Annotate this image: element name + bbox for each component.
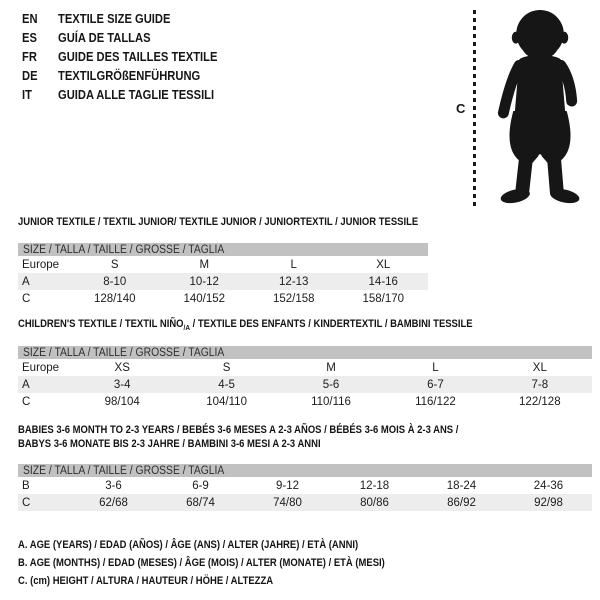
table-cell: XL bbox=[532, 361, 547, 374]
table-row bbox=[18, 393, 592, 410]
table-cell: L bbox=[432, 361, 439, 374]
table-cell: 62/68 bbox=[99, 496, 128, 509]
language-label: GUIDE DES TAILLES TEXTILE bbox=[58, 49, 218, 64]
language-code: DE bbox=[22, 68, 38, 83]
table-cell: 6-9 bbox=[192, 479, 209, 492]
row-label: A bbox=[22, 275, 30, 288]
table-cell: 86/92 bbox=[447, 496, 476, 509]
babies-size-table bbox=[18, 464, 592, 511]
table-cell: 9-12 bbox=[275, 479, 300, 492]
language-title-block bbox=[22, 9, 243, 104]
table-cell: S bbox=[222, 361, 231, 374]
row-label: B bbox=[22, 479, 30, 492]
table-cell: XS bbox=[114, 361, 130, 374]
table-size-header: SIZE / TALLA / TAILLE / GRÖSSE / TAGLIA bbox=[18, 243, 428, 256]
table-cell: 128/140 bbox=[93, 292, 136, 305]
language-row bbox=[22, 85, 243, 104]
table-cell: 6-7 bbox=[427, 378, 444, 391]
height-measure-label: C bbox=[456, 101, 466, 116]
note-line-c: C. (cm) HEIGHT / ALTURA / HAUTEUR / HÖHE / ALTEZZA bbox=[18, 575, 274, 587]
language-row bbox=[22, 47, 243, 66]
babies-title-line1: BABIES 3-6 MONTH TO 2-3 YEARS / BEBÉS 3-6 MESES A 2-3 AÑOS / BÉBÉS 3-6 MOIS À 2-3 ANS / bbox=[18, 424, 459, 436]
section-title-junior: JUNIOR TEXTILE / TEXTIL JUNIOR/ TEXTILE JUNIOR / JUNIORTEXTIL / JUNIOR TESSILE bbox=[18, 216, 419, 228]
table-cell: 8-10 bbox=[103, 275, 127, 288]
language-label: GUÍA DE TALLAS bbox=[58, 30, 151, 45]
language-label: GUIDA ALLE TAGLIE TESSILI bbox=[58, 87, 215, 102]
table-cell: 24-36 bbox=[533, 479, 564, 492]
language-code: EN bbox=[22, 11, 38, 26]
children-size-table bbox=[18, 346, 592, 410]
table-row bbox=[18, 376, 592, 393]
note-line-a: A. AGE (YEARS) / EDAD (AÑOS) / ÂGE (ANS) / ALTER (JAHRE) / ETÀ (ANNI) bbox=[18, 539, 359, 551]
table-size-header: SIZE / TALLA / TAILLE / GRÖSSE / TAGLIA bbox=[18, 464, 592, 477]
row-label: C bbox=[22, 395, 31, 408]
language-row bbox=[22, 9, 243, 28]
language-code: ES bbox=[22, 30, 37, 45]
table-cell: 12-13 bbox=[279, 275, 309, 288]
language-row bbox=[22, 28, 243, 47]
section-title-children: CHILDREN'S TEXTILE / TEXTIL $NIÑO_{/A}$ / TEXTILE DES ENFANTS / KINDERTEXTIL / BAMBINI TESSILE bbox=[18, 318, 473, 333]
language-code: IT bbox=[22, 87, 32, 102]
row-label: C bbox=[22, 292, 31, 305]
table-cell: 10-12 bbox=[189, 275, 219, 288]
table-row bbox=[18, 256, 428, 273]
table-cell: 104/110 bbox=[206, 395, 247, 408]
table-cell: 116/122 bbox=[415, 395, 456, 408]
table-cell: 4-5 bbox=[218, 378, 235, 391]
table-row bbox=[18, 273, 428, 290]
table-cell: 92/98 bbox=[534, 496, 563, 509]
language-label: TEXTILGRÖßENFÜHRUNG bbox=[58, 68, 201, 83]
table-row bbox=[18, 494, 592, 511]
babies-title-line2: BABYS 3-6 MONATE BIS 2-3 JAHRE / BAMBINI 3-6 MESI A 2-3 ANNI bbox=[18, 437, 321, 450]
row-label: C bbox=[22, 496, 31, 509]
table-cell: 3-6 bbox=[105, 479, 122, 492]
table-cell: 158/170 bbox=[362, 292, 405, 305]
table-row bbox=[18, 359, 592, 376]
footnotes bbox=[18, 536, 445, 590]
table-cell: 18-24 bbox=[446, 479, 477, 492]
table-cell: 3-4 bbox=[113, 378, 131, 391]
title-subscript: /A bbox=[183, 323, 190, 333]
table-cell: M bbox=[326, 361, 336, 374]
table-cell: 68/74 bbox=[186, 496, 215, 509]
table-row bbox=[18, 477, 592, 494]
table-cell: 14-16 bbox=[368, 275, 398, 288]
table-cell: 7-8 bbox=[531, 378, 549, 391]
junior-size-table bbox=[18, 243, 428, 307]
table-cell: 5-6 bbox=[322, 378, 340, 391]
table-cell: 140/152 bbox=[183, 292, 226, 305]
table-cell: 80/86 bbox=[360, 496, 389, 509]
table-cell: 12-18 bbox=[359, 479, 390, 492]
table-cell: M bbox=[199, 258, 210, 271]
table-size-header: SIZE / TALLA / TAILLE / GRÖSSE / TAGLIA bbox=[18, 346, 592, 359]
table-cell: 122/128 bbox=[519, 395, 561, 408]
row-label: A bbox=[22, 378, 30, 391]
table-cell: 152/158 bbox=[272, 292, 315, 305]
table-cell: S bbox=[110, 258, 119, 271]
baby-silhouette-figure bbox=[486, 8, 596, 206]
language-row bbox=[22, 66, 243, 85]
row-label: Europe bbox=[22, 258, 60, 271]
section-title-babies bbox=[18, 424, 530, 451]
height-measure-dotted-line bbox=[473, 10, 476, 208]
table-cell: 74/80 bbox=[273, 496, 302, 509]
note-line-b: B. AGE (MONTHS) / EDAD (MESES) / ÂGE (MOIS) / ALTER (MONATE) / ETÀ (MESI) bbox=[18, 557, 385, 569]
row-label: Europe bbox=[22, 361, 60, 374]
table-cell: L bbox=[290, 258, 297, 271]
table-cell: 98/104 bbox=[104, 395, 140, 408]
table-cell: XL bbox=[376, 258, 391, 271]
language-code: FR bbox=[22, 49, 37, 64]
table-cell: 110/116 bbox=[311, 395, 351, 408]
language-label: TEXTILE SIZE GUIDE bbox=[58, 11, 171, 26]
table-row bbox=[18, 290, 428, 307]
